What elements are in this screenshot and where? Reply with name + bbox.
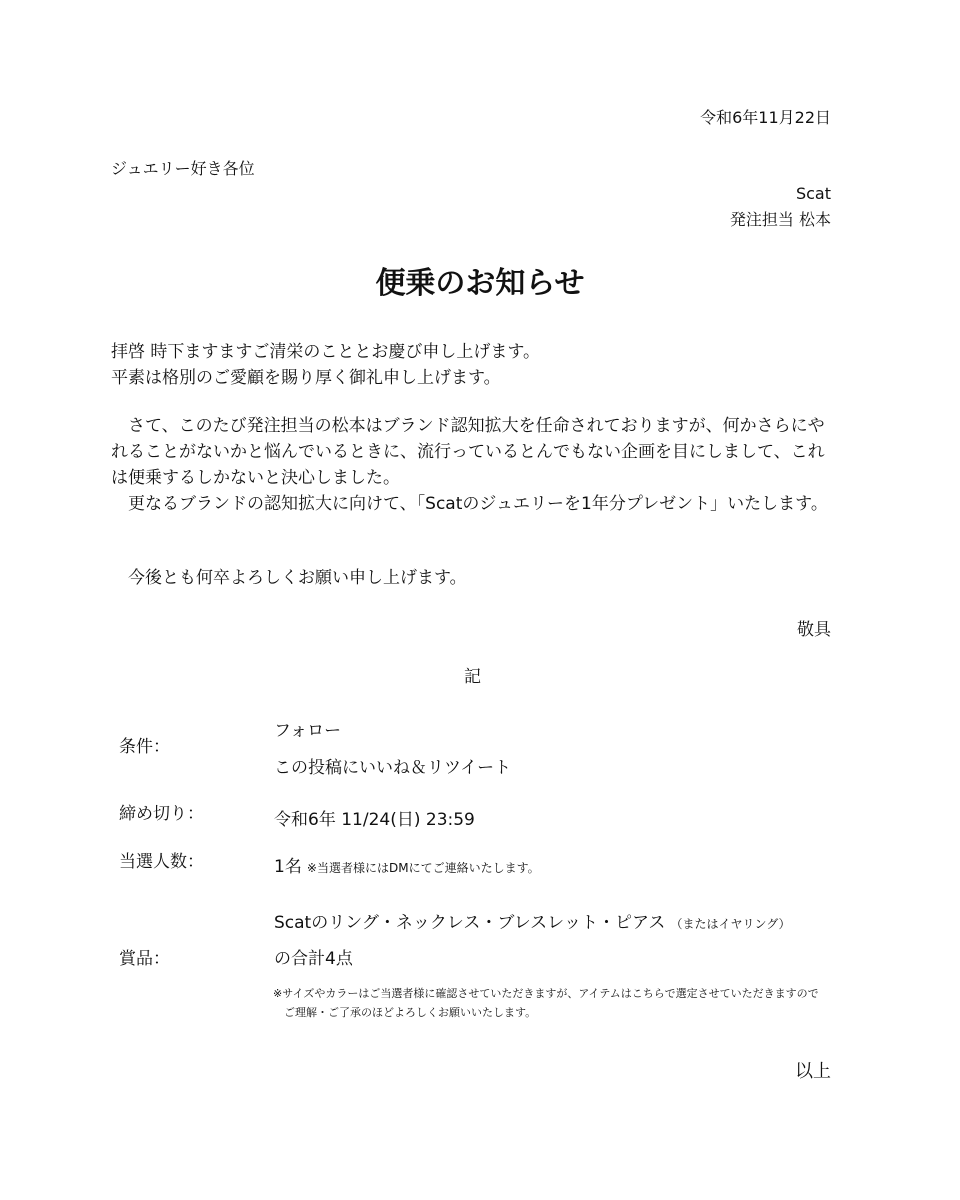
keigu: 敬具: [797, 620, 831, 640]
deadline-value: 令和6年 11/24(日) 23:59: [274, 810, 475, 830]
winners-note: ※当選者様にはDMにてご連絡いたします。: [306, 861, 540, 875]
recipient: ジュエリー好き各位: [111, 159, 255, 178]
greeting-line-2: 平素は格別のご愛顧を賜り厚く御礼申し上げます。: [111, 368, 501, 388]
prize-note-line-1: ※サイズやカラーはご当選者様に確認させていただきますが、アイテムはこちらで選定させていただきますので: [273, 987, 819, 1000]
body-paragraph-1: さて、このたび発注担当の松本はブランド認知拡大を任命されておりますが、何かさらにやれることがないかと悩んでいるときに、流行っているとんでもない企画を目にしまして、これは便乗するしかないと決心しました。: [111, 416, 825, 488]
winners-row: [274, 852, 540, 877]
prize-line-2: の合計4点: [274, 949, 353, 969]
deadline-label: 締め切り：: [119, 804, 204, 824]
closing-line: 今後とも何卒よろしくお願い申し上げます。: [111, 568, 467, 588]
prize-items-note: （またはイヤリング）: [670, 917, 791, 931]
conditions-item-1: フォロー: [274, 721, 342, 741]
greeting-line-1: 拝啓 時下ますますご清栄のこととお慶び申し上げます。: [111, 342, 541, 362]
prize-note: [273, 984, 853, 1022]
conditions-item-2: この投稿にいいね＆リツイート: [274, 758, 512, 778]
prize-note-line-2: ご理解・ご了承のほどよろしくお願いいたします。: [273, 1006, 537, 1019]
prize-items: Scatのリング・ネックレス・ブレスレット・ピアス: [274, 913, 666, 933]
letter-date: 令和6年11月22日: [700, 108, 831, 127]
ijou: 以上: [795, 1061, 831, 1082]
greeting: [111, 339, 841, 391]
sender-company: Scat: [795, 184, 831, 203]
winners-label: 当選人数：: [119, 852, 204, 872]
prize-label: 賞品：: [119, 949, 170, 969]
body-text: [111, 413, 841, 517]
body-paragraph-2: 更なるブランドの認知拡大に向けて、「Scatのジュエリーを1年分プレゼント」いたします。: [111, 494, 828, 514]
prize-line-1: [274, 908, 791, 933]
winners-value: 1名: [274, 857, 302, 877]
page-title: 便乗のお知らせ: [375, 266, 585, 301]
conditions-label: 条件：: [119, 737, 170, 757]
ki-heading: 記: [464, 667, 481, 687]
sender-person: 発注担当 松本: [729, 210, 831, 229]
